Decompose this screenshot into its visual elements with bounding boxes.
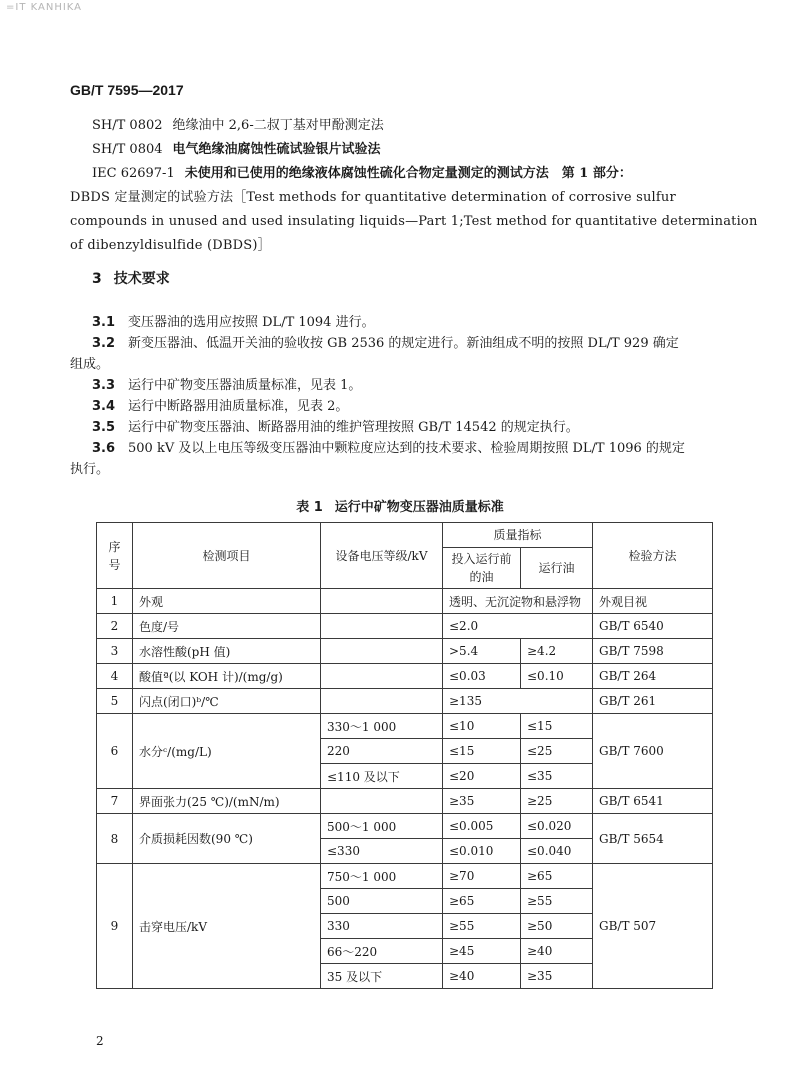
cell-item: 介质损耗因数(90 ℃)	[133, 814, 321, 864]
cell-voltage	[321, 789, 443, 814]
cell-seq: 3	[97, 639, 133, 664]
cell-before: ≤2.0	[443, 614, 593, 639]
cell-running: ≤35	[521, 764, 593, 789]
clause	[92, 375, 732, 396]
cell-before: ≤20	[443, 764, 521, 789]
table-header-row	[97, 523, 713, 548]
cell-before: ≤10	[443, 714, 521, 739]
clause-number: 3.4	[92, 399, 116, 414]
cell-running: ≤0.020	[521, 814, 593, 839]
watermark-text: =IT KANHIKA	[6, 2, 83, 13]
section-heading	[92, 268, 170, 288]
cell-method: GB/T 261	[593, 689, 713, 714]
cell-voltage: ≤330	[321, 839, 443, 864]
clause	[92, 417, 732, 438]
table-caption	[0, 496, 800, 515]
table-row	[97, 864, 713, 889]
quality-standard-table	[96, 522, 713, 989]
cell-method: GB/T 7600	[593, 714, 713, 789]
reference-code: SH/T 0802	[92, 118, 163, 133]
clause-number: 3.1	[92, 315, 116, 330]
cell-item: 水溶性酸(pH 值)	[133, 639, 321, 664]
cell-voltage: 330～1 000	[321, 714, 443, 739]
clause	[70, 438, 732, 480]
cell-item: 色度/号	[133, 614, 321, 639]
section-number: 3	[92, 271, 102, 287]
clause-text: 运行中断路器用油质量标准，见表 2。	[128, 399, 349, 414]
cell-running: ≤0.10	[521, 664, 593, 689]
cell-seq: 2	[97, 614, 133, 639]
cell-running: ≥40	[521, 939, 593, 964]
cell-before: ≥45	[443, 939, 521, 964]
clause-text: 变压器油的选用应按照 DL/T 1094 进行。	[128, 315, 375, 330]
cell-item: 界面张力(25 ℃)/(mN/m)	[133, 789, 321, 814]
cell-item: 外观	[133, 589, 321, 614]
clause-text-continued: 组成。	[70, 357, 110, 372]
cell-running: ≤0.040	[521, 839, 593, 864]
cell-before: ≥40	[443, 964, 521, 989]
header-method: 检验方法	[593, 523, 713, 589]
table-row	[97, 689, 713, 714]
clause-number: 3.5	[92, 420, 116, 435]
reference-title: 未使用和已使用的绝缘液体腐蚀性硫化合物定量测定的测试方法 第 1 部分：	[184, 166, 632, 181]
reference-continuation-line: DBDS 定量测定的试验方法［Test methods for quantitative determination of corrosive sulfur	[70, 190, 676, 205]
reference-item	[92, 162, 732, 186]
cell-before: ≥70	[443, 864, 521, 889]
clause-text: 新变压器油、低温开关油的验收按 GB 2536 的规定进行。新油组成不明的按照 DL/T 929 确定	[128, 336, 679, 351]
cell-before: ≤0.010	[443, 839, 521, 864]
table-row	[97, 639, 713, 664]
cell-before: ≥65	[443, 889, 521, 914]
cell-before: ≥55	[443, 914, 521, 939]
cell-running: ≥35	[521, 964, 593, 989]
clause-list	[70, 312, 732, 480]
cell-method: GB/T 7598	[593, 639, 713, 664]
cell-before: ≤0.03	[443, 664, 521, 689]
cell-voltage	[321, 589, 443, 614]
reference-code: IEC 62697-1	[92, 166, 175, 181]
cell-item: 酸值ª(以 KOH 计)/(mg/g)	[133, 664, 321, 689]
cell-seq: 5	[97, 689, 133, 714]
header-before: 投入运行前的油	[443, 548, 521, 589]
table-number: 表 1	[296, 500, 323, 515]
cell-running: ≤25	[521, 739, 593, 764]
reference-item	[92, 138, 732, 162]
cell-method: 外观目视	[593, 589, 713, 614]
cell-item: 水分ᶜ/(mg/L)	[133, 714, 321, 789]
cell-before: >5.4	[443, 639, 521, 664]
clause	[70, 333, 732, 375]
clause-number: 3.3	[92, 378, 116, 393]
cell-voltage: ≤110 及以下	[321, 764, 443, 789]
cell-voltage: 500	[321, 889, 443, 914]
cell-voltage	[321, 614, 443, 639]
cell-quality-merged: 透明、无沉淀物和悬浮物	[443, 589, 593, 614]
header-seq: 序号	[97, 523, 133, 589]
cell-method: GB/T 6540	[593, 614, 713, 639]
cell-running: ≥25	[521, 789, 593, 814]
cell-item: 击穿电压/kV	[133, 864, 321, 989]
cell-voltage: 35 及以下	[321, 964, 443, 989]
cell-voltage: 750～1 000	[321, 864, 443, 889]
cell-method: GB/T 5654	[593, 814, 713, 864]
page-number: 2	[96, 1034, 104, 1048]
reference-title: 绝缘油中 2,6-二叔丁基对甲酚测定法	[172, 118, 384, 133]
reference-continuation-line: compounds in unused and used insulating liquids—Part 1;Test method for quantitative determination	[70, 214, 758, 229]
cell-seq: 9	[97, 864, 133, 989]
table-title: 运行中矿物变压器油质量标准	[334, 500, 504, 515]
cell-method: GB/T 6541	[593, 789, 713, 814]
cell-before: ≥35	[443, 789, 521, 814]
cell-voltage: 66～220	[321, 939, 443, 964]
clause-number: 3.2	[92, 336, 116, 351]
table-row	[97, 789, 713, 814]
reference-continuation-line: of dibenzyldisulfide (DBDS)］	[70, 238, 271, 253]
clause-text: 运行中矿物变压器油、断路器用油的维护管理按照 GB/T 14542 的规定执行。	[128, 420, 579, 435]
table-row	[97, 614, 713, 639]
table-row	[97, 589, 713, 614]
cell-voltage: 330	[321, 914, 443, 939]
cell-running: ≥55	[521, 889, 593, 914]
document-id: GB/T 7595—2017	[70, 82, 184, 98]
cell-method: GB/T 507	[593, 864, 713, 989]
reference-title: 电气绝缘油腐蚀性硫试验银片试验法	[172, 142, 381, 157]
cell-seq: 1	[97, 589, 133, 614]
cell-running: ≥65	[521, 864, 593, 889]
cell-item: 闪点(闭口)ᵇ/℃	[133, 689, 321, 714]
cell-quality-merged: ≥135	[443, 689, 593, 714]
clause-text: 500 kV 及以上电压等级变压器油中颗粒度应达到的技术要求、检验周期按照 DL/T 1096 的规定	[128, 441, 685, 456]
header-voltage: 设备电压等级/kV	[321, 523, 443, 589]
reference-item	[92, 114, 732, 138]
clause	[92, 396, 732, 417]
clause	[92, 312, 732, 333]
cell-seq: 8	[97, 814, 133, 864]
table-row	[97, 664, 713, 689]
cell-voltage	[321, 664, 443, 689]
table-row	[97, 814, 713, 839]
clause-number: 3.6	[92, 441, 116, 456]
clause-text-continued: 执行。	[70, 462, 110, 477]
normative-references	[70, 114, 758, 258]
cell-method: GB/T 264	[593, 664, 713, 689]
cell-before: ≤0.005	[443, 814, 521, 839]
header-running: 运行油	[521, 548, 593, 589]
cell-running: ≥4.2	[521, 639, 593, 664]
cell-voltage: 220	[321, 739, 443, 764]
cell-seq: 4	[97, 664, 133, 689]
clause-text: 运行中矿物变压器油质量标准，见表 1。	[128, 378, 362, 393]
table-row	[97, 714, 713, 739]
cell-seq: 6	[97, 714, 133, 789]
cell-running: ≥50	[521, 914, 593, 939]
cell-voltage	[321, 689, 443, 714]
reference-code: SH/T 0804	[92, 142, 163, 157]
cell-before: ≤15	[443, 739, 521, 764]
cell-running: ≤15	[521, 714, 593, 739]
cell-voltage: 500～1 000	[321, 814, 443, 839]
cell-seq: 7	[97, 789, 133, 814]
section-title: 技术要求	[113, 271, 170, 287]
cell-voltage	[321, 639, 443, 664]
header-quality: 质量指标	[443, 523, 593, 548]
header-item: 检测项目	[133, 523, 321, 589]
